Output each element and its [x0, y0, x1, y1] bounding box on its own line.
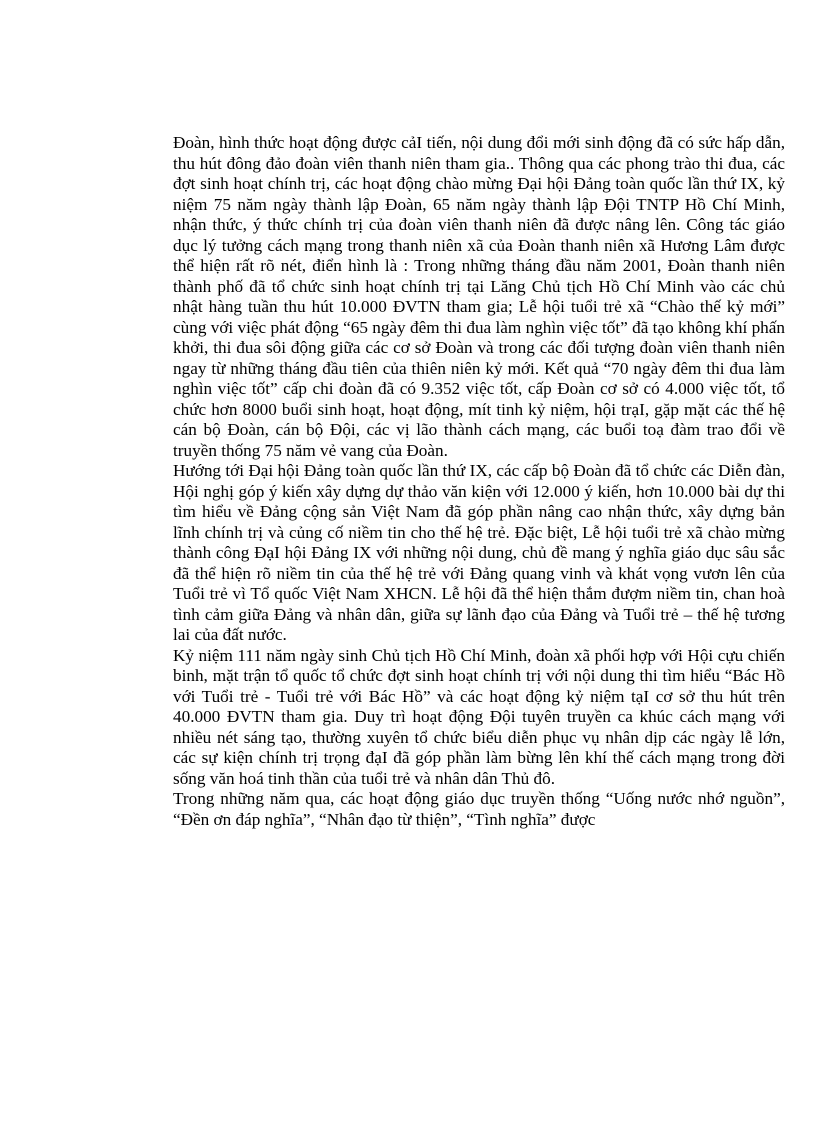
paragraph-1: Đoàn, hình thức hoạt động được cảI tiến, nội dung đổi mới sinh động đã có sức hấp dẫn, thu hút đông đảo đoàn viên thanh niên tham gia.. Thông qua các phong trào thi đua, các đợt sinh hoạt chính trị, các hoạt động chào mừng Đại hội Đảng toàn quốc lần thứ IX, kỷ niệm 75 năm ngày thành lập Đoàn, 65 năm ngày thành lập Đội TNTP Hồ Chí Minh, nhận thức, ý thức chính trị của đoàn viên thanh niên đã được nâng lên. Công tác giáo dục lý tưởng cách mạng trong thanh niên xã của Đoàn thanh niên xã Hương Lâm được thể hiện rất rõ nét, điển hình là : Trong những tháng đầu năm 2001, Đoàn thanh niên thành phố đã tổ chức sinh hoạt chính trị tại Lăng Chủ tịch Hồ Chí Minh vào các chủ nhật hàng tuần thu hút 10.000 ĐVTN tham gia; Lễ hội tuổi trẻ xã “Chào thế kỷ mới” cùng với việc phát động “65 ngày đêm thi đua làm nghìn việc tốt” đã tạo không khí phấn khởi, thi đua sôi động giữa các cơ sở Đoàn và trong các đối tượng đoàn viên thanh niên ngay từ những tháng đầu tiên của thiên niên kỷ mới. Kết quả “70 ngày đêm thi đua làm nghìn việc tốt” cấp chi đoàn đã có 9.352 việc tốt, cấp Đoàn cơ sở có 4.000 việc tốt, tổ chức hơn 8000 buổi sinh hoạt, hoạt động, mít tinh kỷ niệm, hội trạI, gặp mặt các thế hệ cán bộ Đoàn, cán bộ Đội, các vị lão thành cách mạng, các buổi toạ đàm trao đổi về truyền thống 75 năm vẻ vang của Đoàn.: [173, 133, 785, 460]
paragraph-3: Kỷ niệm 111 năm ngày sinh Chủ tịch Hồ Chí Minh, đoàn xã phối hợp với Hội cựu chiến binh, mặt trận tổ quốc tổ chức đợt sinh hoạt chính trị với nội dung thi tìm hiểu “Bác Hồ với Tuổi trẻ - Tuổi trẻ với Bác Hồ” và các hoạt động kỷ niệm tạI cơ sở thu hút trên 40.000 ĐVTN tham gia. Duy trì hoạt động Đội tuyên truyền ca khúc cách mạng với nhiều nét sáng tạo, thường xuyên tổ chức biểu diễn phục vụ nhân dịp các ngày lễ lớn, các sự kiện chính trị trọng đạI đã góp phần làm bừng lên khí thế cách mạng trong đời sống văn hoá tinh thần của tuổi trẻ và nhân dân Thủ đô.: [173, 645, 785, 788]
body-text: [173, 133, 785, 830]
paragraph-4: Trong những năm qua, các hoạt động giáo dục truyền thống “Uống nước nhớ nguồn”, “Đền ơn đáp nghĩa”, “Nhân đạo từ thiện”, “Tình nghĩa” được: [173, 789, 785, 829]
paragraph-2: Hướng tới Đại hội Đảng toàn quốc lần thứ IX, các cấp bộ Đoàn đã tổ chức các Diễn đàn, Hội nghị góp ý kiến xây dựng dự thảo văn kiện với 12.000 ý kiến, hơn 10.000 bài dự thi tìm hiểu về Đảng cộng sản Việt Nam đã góp phần nâng cao nhận thức, xây dựng bản lĩnh chính trị và củng cố niềm tin cho thế hệ trẻ. Đặc biệt, Lễ hội tuổi trẻ xã chào mừng thành công ĐạI hội Đảng IX với những nội dung, chủ đề mang ý nghĩa giáo dục sâu sắc đã thể hiện rõ niềm tin của thế hệ trẻ với Đảng quang vinh và khát vọng vươn lên của Tuổi trẻ vì Tổ quốc Việt Nam XHCN. Lễ hội đã thể hiện thắm đượm niềm tin, chan hoà tình cảm giữa Đảng và nhân dân, giữa sự lãnh đạo của Đảng và Tuổi trẻ – thế hệ tương lai của đất nước.: [173, 461, 785, 644]
